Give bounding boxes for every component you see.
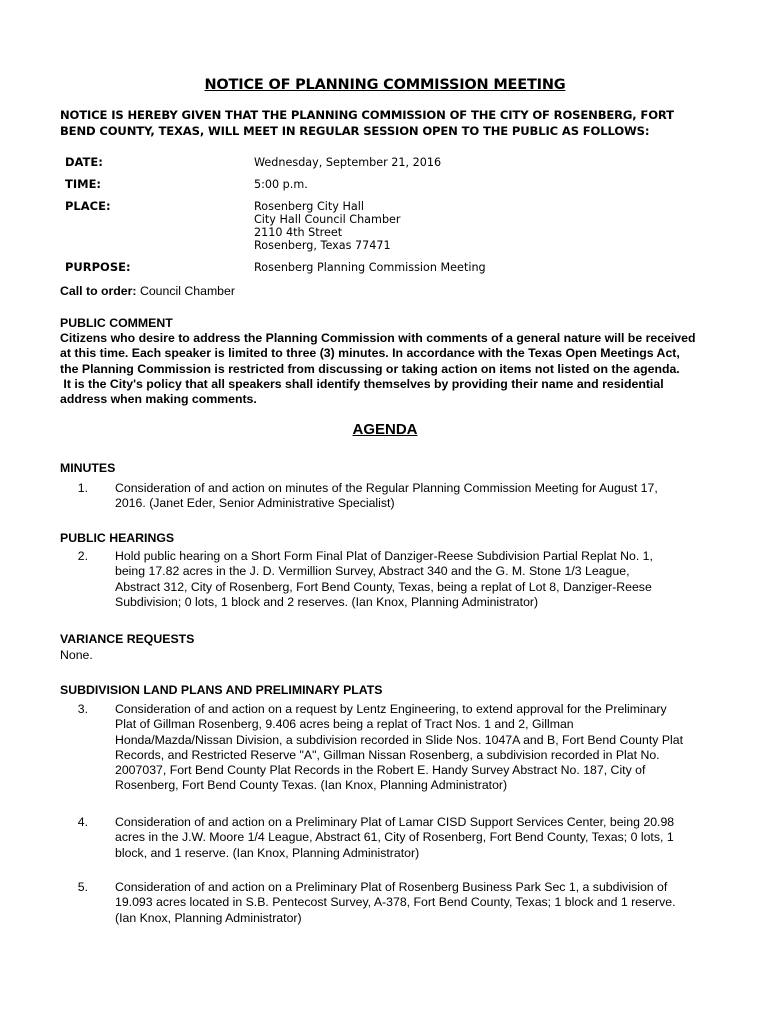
item-number: 5. xyxy=(77,880,88,894)
call-to-order-value: Council Chamber xyxy=(139,284,235,298)
item-text: Consideration of and action on a Preliminary Plat of Lamar CISD Support Services Center, being 20.98 acres in the J.W. Moore 1/4 League, Abstract 61, City of Rosenberg, Fort Bend County, Texas; 0 lots, 1 block, and 1 reserve. (Ian Knox, Planning Administrator) xyxy=(115,815,675,860)
variance-requests-value: None. xyxy=(60,648,93,662)
public-comment-line: the Planning Commission is restricted from discussing or taking action on items not listed on the agenda. xyxy=(60,361,680,376)
item-number: 4. xyxy=(77,815,88,829)
public-comment-line: Citizens who desire to address the Planning Commission with comments of a general nature will be received xyxy=(60,331,696,345)
place-line: 2110 4th Street xyxy=(254,226,343,239)
public-hearings-heading: PUBLIC HEARINGS xyxy=(60,531,175,545)
item-text: Consideration of and action on minutes of the Regular Planning Commission Meeting for August 17, 2016. (Janet Eder, Senior Administrative Specialist) xyxy=(115,481,658,511)
subdivision-heading: SUBDIVISION LAND PLANS AND PRELIMINARY PLATS xyxy=(60,683,383,697)
time-value: 5:00 p.m. xyxy=(254,178,308,191)
notice-line: BEND COUNTY, TEXAS, WILL MEET IN REGULAR SESSION OPEN TO THE PUBLIC AS FOLLOWS: xyxy=(60,124,650,138)
place-label: PLACE: xyxy=(65,199,111,213)
item-text: Consideration of and action on a Preliminary Plat of Rosenberg Business Park Sec 1, a subdivision of 19.093 acres located in S.B. Pentecost Survey, A-378, Fort Bend County, Texas; 1 block and 1 reserve. (Ian Knox, Planning Administrator) xyxy=(115,880,676,925)
minutes-heading: MINUTES xyxy=(60,461,116,475)
public-comment-line: address when making comments. xyxy=(60,392,257,407)
place-line: City Hall Council Chamber xyxy=(254,213,401,226)
public-comment-heading: PUBLIC COMMENT xyxy=(60,316,173,330)
time-label: TIME: xyxy=(65,177,102,191)
public-comment-line: It is the City's policy that all speakers shall identify themselves by providing their name and residential xyxy=(60,376,664,391)
document-title: NOTICE OF PLANNING COMMISSION MEETING xyxy=(204,77,566,93)
item-text: Consideration of and action on a request by Lentz Engineering, to extend approval for the Preliminary Plat of Gillman Rosenberg, 9.406 acres being a replat of Tract Nos. 1 and 2, Gillman Honda/Mazda/Nissan Division, a subdivision recorded in Slide Nos. 1047A and B, Fort Bend County Plat Records, and Restricted Reserve "A", Gillman Nissan Rosenberg, a subdivision recorded in Plat No. 2007037, Fort Bend County Plat Records in the Robert E. Handy Survey Abstract No. 187, City of Rosenberg, Fort Bend County Texas. (Ian Knox, Planning Administrator) xyxy=(115,702,684,793)
notice-paragraph xyxy=(60,107,710,139)
place-line: Rosenberg City Hall xyxy=(254,200,364,213)
call-to-order xyxy=(60,284,235,298)
variance-requests-heading: VARIANCE REQUESTS xyxy=(60,632,195,646)
item-number: 1. xyxy=(77,481,88,495)
place-line: Rosenberg, Texas 77471 xyxy=(254,239,391,252)
notice-line: NOTICE IS HEREBY GIVEN THAT THE PLANNING COMMISSION OF THE CITY OF ROSENBERG, FORT xyxy=(60,108,674,122)
purpose-label: PURPOSE: xyxy=(65,260,131,274)
date-label: DATE: xyxy=(65,155,103,169)
item-number: 2. xyxy=(77,549,88,563)
agenda-heading: AGENDA xyxy=(352,421,418,438)
item-text: Hold public hearing on a Short Form Final Plat of Danziger-Reese Subdivision Partial Replat No. 1, being 17.82 acres in the J. D. Vermillion Survey, Abstract 340 and the G. M. Stone 1/3 League, Abstract 312, City of Rosenberg, Fort Bend County, Texas, being a replat of Lot 8, Danziger-Reese Subdivision; 0 lots, 1 block and 2 reserves. (Ian Knox, Planning Administrator) xyxy=(115,549,653,609)
purpose-value: Rosenberg Planning Commission Meeting xyxy=(254,261,486,274)
place-value xyxy=(254,200,401,252)
date-value: Wednesday, September 21, 2016 xyxy=(254,156,442,169)
call-to-order-label: Call to order: xyxy=(60,284,137,298)
public-comment-paragraph xyxy=(60,331,720,407)
item-number: 3. xyxy=(77,702,88,716)
public-comment-line: at this time. Each speaker is limited to three (3) minutes. In accordance with the Texas Open Meetings Act, xyxy=(60,346,680,361)
